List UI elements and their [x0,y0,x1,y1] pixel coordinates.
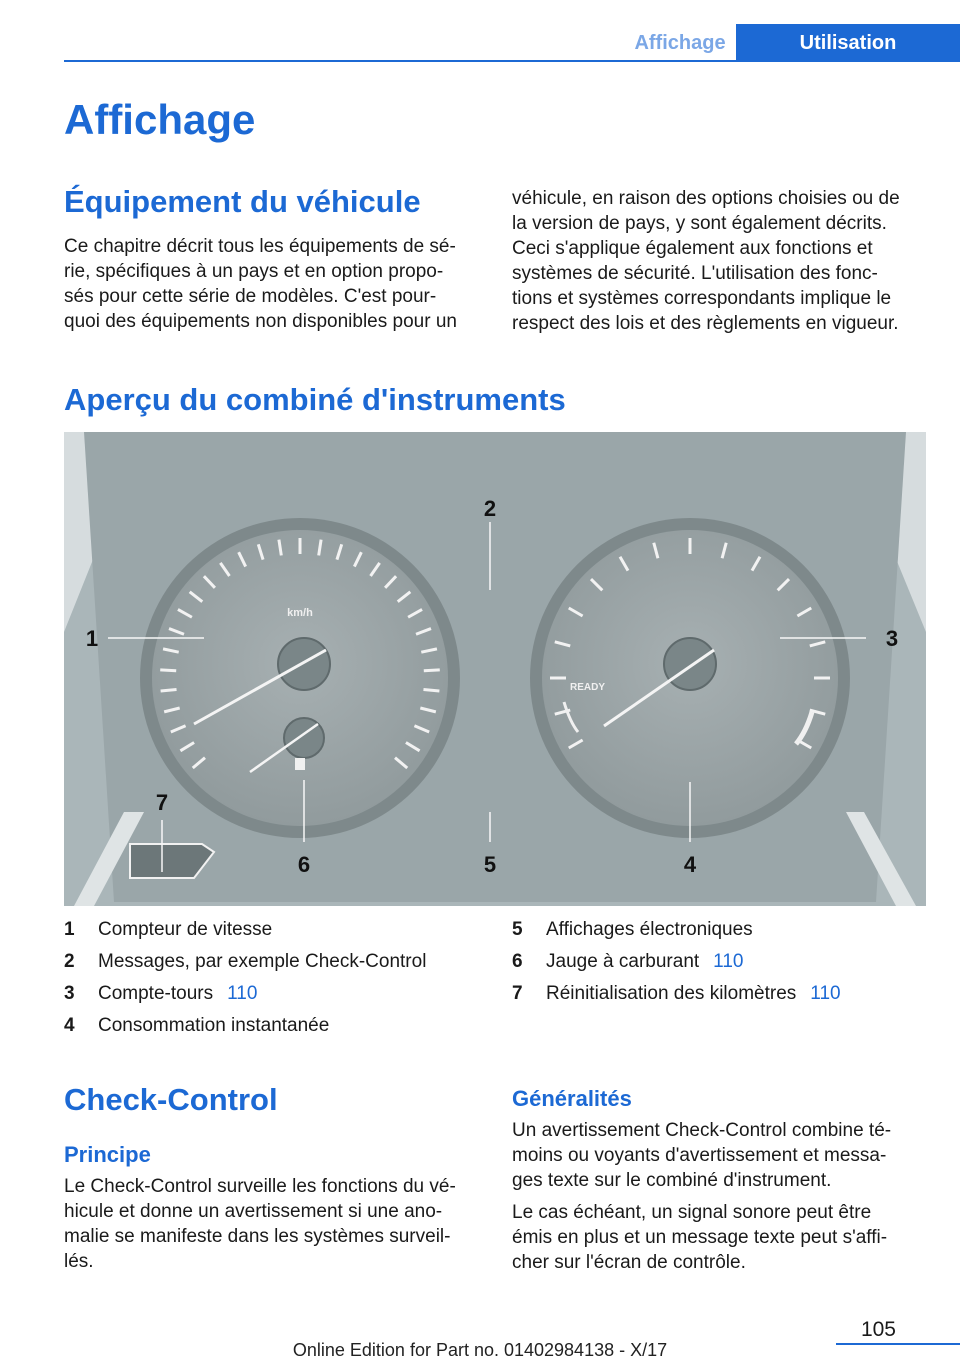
text-line: Ce chapitre décrit tous les équipements de sé‐ [64,236,456,257]
text-line: la version de pays, y sont également décrits. [512,213,887,234]
speedometer-dial [140,518,460,838]
legend-item [64,946,484,978]
page-title: Affichage [64,96,256,143]
legend-number: 4 [64,1015,75,1036]
ready-indicator: READY [570,682,606,693]
legend-item [64,1010,484,1042]
gauge-tick [160,670,176,671]
legend-right [512,914,932,1010]
legend-label: Jauge à carburant [546,951,700,972]
principe-text [64,1174,494,1274]
generalites-text [512,1118,942,1282]
legend-left [64,914,484,1042]
header-chapter-tab[interactable]: Utilisation [736,24,960,62]
equipment-text-left [64,234,494,334]
legend-number: 5 [512,919,523,940]
text-line: quoi des équipements non disponibles pour un [64,311,457,332]
legend-label: Compte-tours [98,983,214,1004]
text-line: émis en plus et un message texte peut s'affi‐ [512,1227,888,1248]
text-line: systèmes de sécurité. L'utilisation des fonc‐ [512,263,878,284]
text-line: ges texte sur le combiné d'instrument. [512,1170,832,1191]
legend-number: 1 [64,919,75,940]
page-number: 105 [860,1318,896,1341]
fuel-pump-icon [295,758,305,770]
page-reference-link[interactable]: 110 [227,983,258,1004]
header-section-tab[interactable]: Affichage [634,32,726,54]
text-line: respect des lois et des règlements en vigueur. [512,313,899,334]
text-line: Un avertissement Check-Control combine té‐ [512,1120,892,1141]
header-rule [64,60,960,62]
text-line: lés. [64,1251,94,1272]
gauge-tick [423,690,439,691]
legend-item [512,946,932,978]
callout-3: 3 [885,626,899,651]
callout-1: 1 [85,626,99,651]
page-reference-link[interactable]: 110 [713,951,744,972]
callout-5: 5 [483,852,497,877]
equipment-text-right [512,186,942,336]
paragraph [512,1200,942,1275]
legend-number: 7 [512,983,523,1004]
principe-heading: Principe [64,1142,151,1167]
legend-label: Compteur de vitesse [98,919,273,940]
text-line: moins ou voyants d'avertissement et messa‐ [512,1145,887,1166]
legend-label: Consommation instantanée [98,1015,330,1036]
text-line: sés pour cette série de modèles. C'est pour‐ [64,286,437,307]
gauge-tick [424,670,440,671]
callout-6: 6 [297,852,311,877]
legend-number: 2 [64,951,75,972]
instrument-cluster-illustration [64,432,926,906]
text-line: cher sur l'écran de contrôle. [512,1252,746,1273]
legend-number: 6 [512,951,523,972]
text-line: tions et systèmes correspondants implique le [512,288,892,309]
overview-heading: Aperçu du combiné d'instruments [64,382,566,417]
gauge-tick [161,690,177,691]
legend-number: 3 [64,983,75,1004]
text-line: Ceci s'applique également aux fonctions et [512,238,873,259]
footer-rule [836,1343,960,1345]
legend-label: Messages, par exemple Check-Control [98,951,427,972]
paragraph [512,1118,942,1193]
text-line: Le Check-Control surveille les fonctions du vé‐ [64,1176,456,1197]
running-header [64,0,960,62]
legend-item [512,978,932,1010]
check-control-heading: Check-Control [64,1082,278,1117]
instrument-cluster-figure [64,432,926,906]
text-line: véhicule, en raison des options choisies ou de [512,188,900,209]
legend-item [512,914,932,946]
callout-7: 7 [155,790,169,815]
text-line: hicule et donne un avertissement si une ano‐ [64,1201,443,1222]
text-line: Le cas échéant, un signal sonore peut être [512,1202,872,1223]
edition-note: Online Edition for Part no. 01402984138 - X/17 [292,1340,668,1360]
page-footer [0,1318,960,1362]
legend-label: Affichages électroniques [546,919,753,940]
legend-item [64,914,484,946]
text-line: rie, spécifiques à un pays et en option propo‐ [64,261,444,282]
text-line: malie se manifeste dans les systèmes surveil‐ [64,1226,451,1247]
generalites-heading: Généralités [512,1086,632,1111]
legend-label: Réinitialisation des kilomètres [546,983,797,1004]
legend-item [64,978,484,1010]
equipment-heading: Équipement du véhicule [64,184,421,219]
page-reference-link[interactable]: 110 [810,983,841,1004]
callout-4: 4 [683,852,697,877]
speedometer-unit: km/h [287,607,313,619]
callout-2: 2 [483,496,497,521]
